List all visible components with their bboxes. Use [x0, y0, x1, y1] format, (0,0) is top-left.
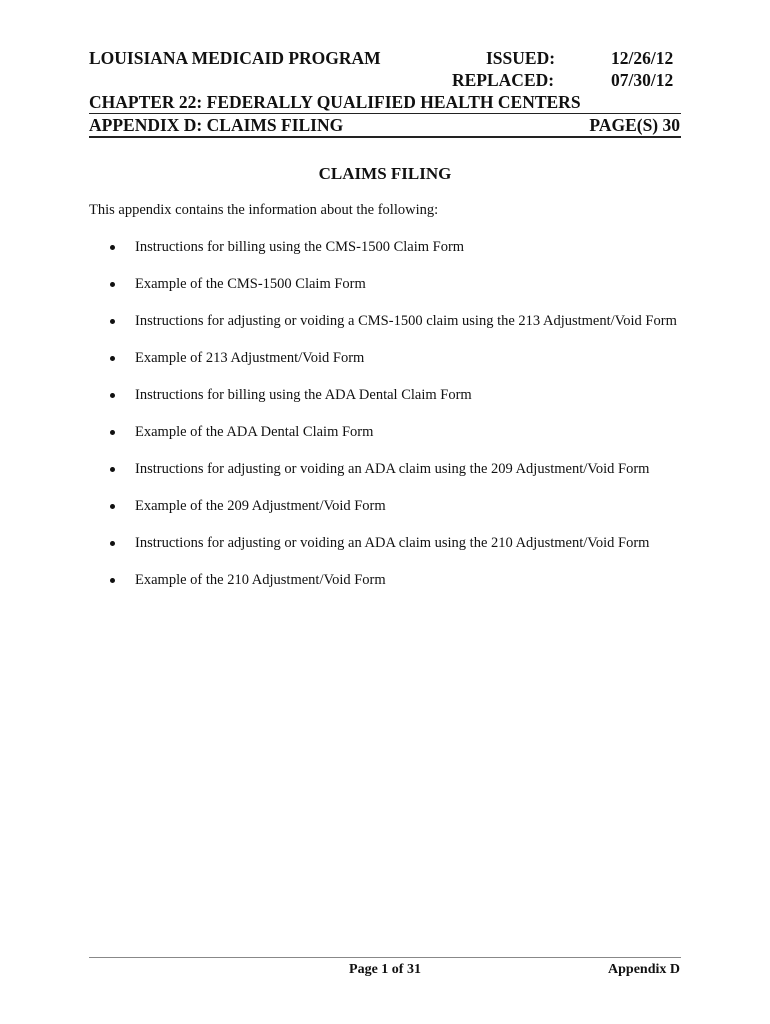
- chapter-title: CHAPTER 22: FEDERALLY QUALIFIED HEALTH CENTERS: [89, 92, 581, 112]
- issued-label: ISSUED:: [486, 48, 556, 68]
- list-item-text: Instructions for billing using the ADA Dental Claim Form: [135, 387, 472, 403]
- list-item: [110, 275, 682, 293]
- list-item: [110, 349, 682, 367]
- list-item-text: Example of the 209 Adjustment/Void Form: [135, 498, 386, 514]
- replaced-label: REPLACED:: [452, 70, 555, 90]
- list-item-text: Example of the ADA Dental Claim Form: [135, 424, 374, 440]
- list-item-text: Example of the CMS-1500 Claim Form: [135, 276, 366, 292]
- bullet-icon: [110, 282, 115, 287]
- header-divider: [89, 113, 681, 114]
- bullet-icon: [110, 504, 115, 509]
- bullet-icon: [110, 356, 115, 361]
- footer-section-label: Appendix D: [608, 962, 680, 977]
- bullet-icon: [110, 467, 115, 472]
- intro-paragraph: This appendix contains the information about the following:: [89, 202, 439, 218]
- section-title: CLAIMS FILING: [318, 164, 452, 183]
- bullet-icon: [110, 393, 115, 398]
- bullet-icon: [110, 578, 115, 583]
- footer-page-number: Page 1 of 31: [349, 962, 421, 977]
- bullet-icon: [110, 245, 115, 250]
- list-item-text: Example of the 210 Adjustment/Void Form: [135, 572, 386, 588]
- bullet-icon: [110, 430, 115, 435]
- appendix-title: APPENDIX D: CLAIMS FILING: [89, 115, 344, 135]
- issued-date: 12/26/12: [611, 48, 674, 68]
- header-bottom-rule: [89, 136, 681, 138]
- list-item: [110, 534, 682, 552]
- list-item-text: Instructions for adjusting or voiding an ADA claim using the 210 Adjustment/Void Form: [135, 535, 650, 551]
- list-item: [110, 497, 682, 515]
- list-item: [110, 571, 682, 589]
- list-item: [110, 312, 682, 330]
- list-item: [110, 423, 682, 441]
- replaced-date: 07/30/12: [611, 70, 674, 90]
- list-item: [110, 238, 682, 256]
- list-item-text: Example of 213 Adjustment/Void Form: [135, 350, 365, 366]
- list-item-text: Instructions for adjusting or voiding a CMS-1500 claim using the 213 Adjustment/Void Form: [135, 313, 677, 329]
- list-item-text: Instructions for adjusting or voiding an ADA claim using the 209 Adjustment/Void Form: [135, 461, 650, 477]
- bullet-icon: [110, 541, 115, 546]
- list-item: [110, 386, 682, 404]
- contents-list: [110, 238, 682, 608]
- list-item: [110, 460, 682, 478]
- list-item-text: Instructions for billing using the CMS-1500 Claim Form: [135, 239, 465, 255]
- bullet-icon: [110, 319, 115, 324]
- footer-divider: [89, 957, 681, 958]
- page-count: PAGE(S) 30: [589, 115, 680, 135]
- program-name: LOUISIANA MEDICAID PROGRAM: [89, 48, 381, 68]
